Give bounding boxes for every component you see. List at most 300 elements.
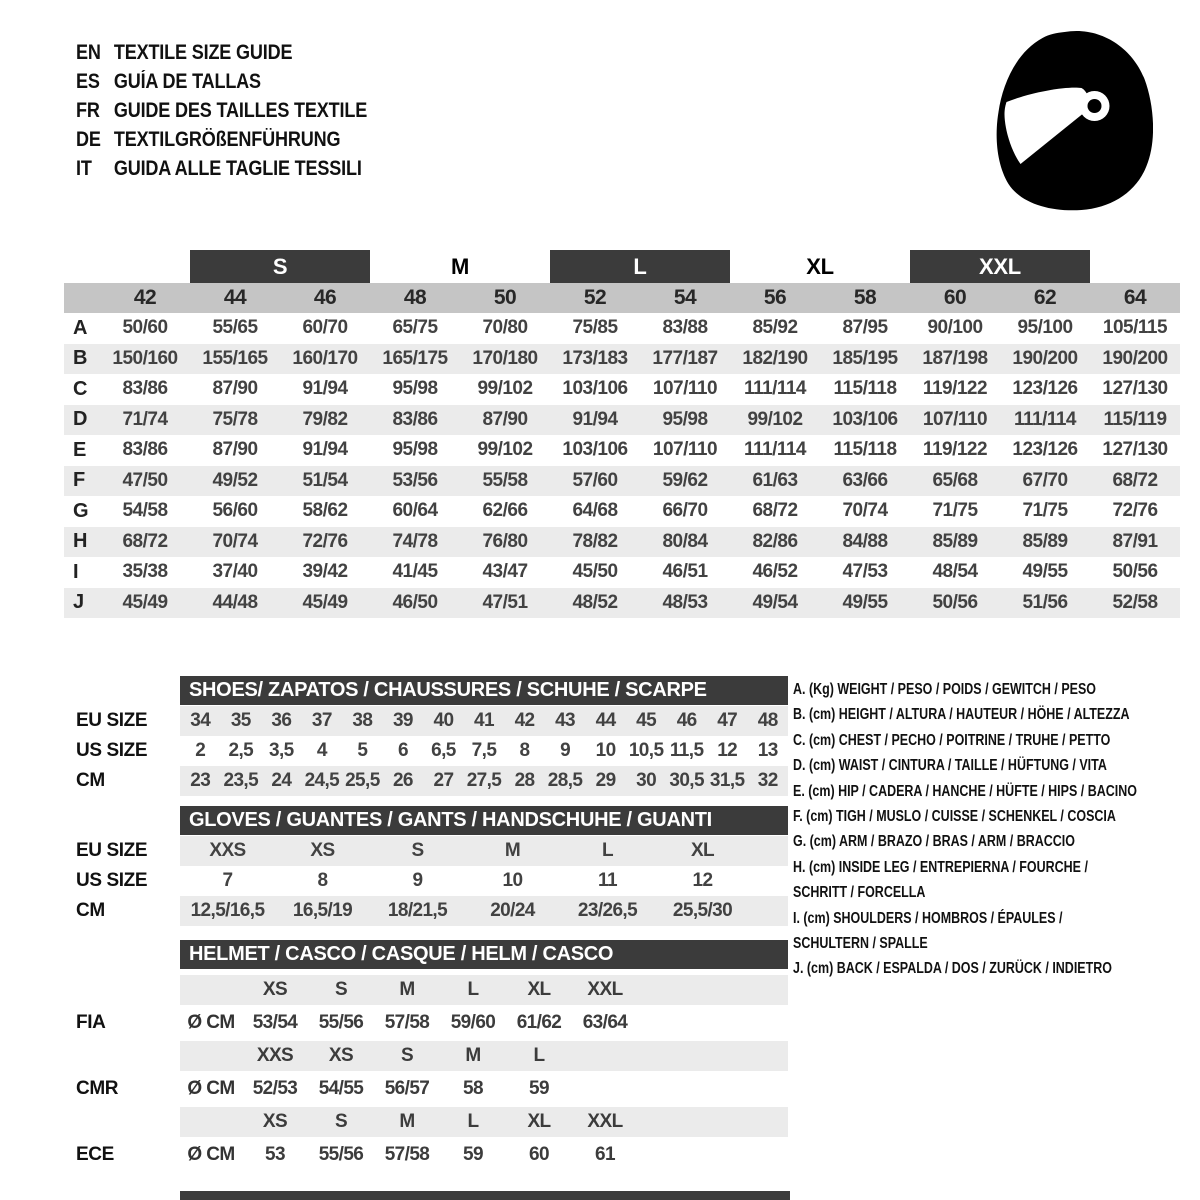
measurement-value: 87/95 [842, 317, 888, 339]
measurement-value: 91/94 [572, 408, 618, 430]
measurement-value: 119/122 [922, 439, 988, 461]
size-value: 25,5/30 [672, 900, 733, 921]
size-row [76, 736, 788, 766]
size-value: 30,5 [669, 770, 704, 791]
measurement-value: 190/200 [1012, 347, 1078, 369]
size-value: 18/21,5 [387, 900, 448, 921]
size-value: 16,5/19 [292, 900, 353, 921]
helmet-size-label: L [467, 979, 479, 1000]
row-label: US SIZE [76, 870, 148, 891]
size-number: 52 [583, 286, 607, 309]
helmet-size-label: XS [328, 1045, 354, 1066]
size-value: 9 [560, 740, 571, 761]
measurement-value: 87/90 [482, 408, 528, 430]
language-code: FR [76, 98, 100, 122]
size-value: 35 [230, 710, 251, 731]
size-value: 24,5 [304, 770, 340, 791]
measurement-value: 51/54 [302, 469, 348, 491]
size-row [76, 836, 788, 866]
helmet-size-label: M [399, 1111, 415, 1132]
helmet-size-label: S [334, 1111, 348, 1132]
language-row [76, 67, 367, 96]
size-value: 42 [514, 710, 535, 731]
row-values [180, 896, 788, 926]
size-number-header [64, 283, 1180, 313]
measurement-value: 78/82 [572, 530, 618, 552]
size-value: 13 [757, 740, 778, 761]
row-letter: D [73, 408, 88, 431]
measurement-value: 51/56 [1022, 591, 1068, 613]
size-value: 44 [595, 710, 616, 731]
measurement-value: 115/119 [1103, 408, 1167, 430]
measurement-value: 90/100 [927, 317, 983, 339]
row-label [76, 1107, 180, 1137]
size-value: 7 [222, 870, 233, 891]
row-letter: A [73, 316, 88, 339]
measurement-value: 50/60 [122, 317, 168, 339]
measurement-value: 103/106 [832, 408, 898, 430]
measurement-row [64, 435, 1180, 466]
measurement-row [64, 405, 1180, 436]
language-code: DE [76, 127, 101, 151]
language-row [76, 96, 367, 125]
size-value: 12 [717, 740, 738, 761]
main-table-body [64, 313, 1180, 618]
measurement-value: 52/58 [1112, 591, 1158, 613]
measurement-value: 84/88 [842, 530, 888, 552]
measurement-value: 47/51 [482, 591, 528, 613]
measurement-value: 190/200 [1102, 347, 1168, 369]
helmet-table [76, 940, 788, 1170]
size-value: 40 [433, 710, 454, 731]
legend-line: E. (cm) HIP / CADERA / HANCHE / HÜFTE / HIPS / BACINO [793, 782, 1137, 800]
measurement-value: 83/86 [392, 408, 438, 430]
measurement-value: 95/98 [662, 408, 708, 430]
measurement-value: 85/89 [1022, 530, 1068, 552]
language-row [76, 38, 367, 67]
helmet-rows [76, 975, 788, 1170]
size-value: 3,5 [269, 740, 294, 761]
measurement-value: 53/56 [392, 469, 438, 491]
measurement-value: 82/86 [752, 530, 798, 552]
size-value: 6,5 [431, 740, 456, 761]
helmet-size-label: XXS [256, 1045, 294, 1066]
size-value: 11 [598, 870, 617, 891]
measurement-value: 48/53 [662, 591, 708, 613]
measurement-value: 99/102 [477, 439, 533, 461]
measurement-value: 71/74 [122, 408, 168, 430]
language-code: IT [76, 156, 92, 180]
measurement-value: 65/75 [392, 317, 438, 339]
helmet-value: 52/53 [252, 1078, 298, 1099]
guide-title: GUIDA ALLE TAGLIE TESSILI [113, 156, 362, 180]
size-band-xl: XL [806, 253, 834, 279]
measurement-value: 87/90 [212, 378, 258, 400]
row-label: CM [76, 900, 105, 921]
measurement-value: 107/110 [922, 408, 988, 430]
size-number: 56 [763, 286, 787, 309]
guide-title: GUIDE DES TAILLES TEXTILE [113, 98, 368, 122]
measurement-value: 46/51 [662, 561, 708, 583]
measurement-value: 165/175 [382, 347, 448, 369]
legend-line: SCHULTERN / SPALLE [793, 935, 928, 953]
measurement-value: 64/68 [572, 500, 618, 522]
measurement-value: 60/70 [302, 317, 348, 339]
measurement-row [64, 557, 1180, 588]
measurement-value: 95/100 [1017, 317, 1073, 339]
row-values [180, 1107, 788, 1137]
measurement-value: 87/91 [1112, 530, 1158, 552]
size-value: 8 [519, 740, 530, 761]
size-value: 30 [636, 770, 657, 791]
measurement-value: 170/180 [472, 347, 538, 369]
size-number: 50 [493, 286, 517, 309]
corner-cell [64, 283, 100, 313]
row-values [180, 1041, 788, 1071]
measurement-row [64, 344, 1180, 375]
helmet-size-label: XS [262, 1111, 288, 1132]
size-value: 36 [271, 710, 292, 731]
measurement-value: 111/114 [1013, 408, 1077, 430]
size-value: 23,5 [223, 770, 259, 791]
size-number: 64 [1123, 286, 1147, 309]
size-value: 45 [636, 710, 657, 731]
unit-spacer [180, 1041, 242, 1071]
size-band-xxl: XXL [910, 250, 1090, 283]
size-band-l: L [550, 250, 730, 283]
legend-line: SCHRITT / FORCELLA [793, 884, 926, 902]
size-value: 29 [595, 770, 616, 791]
language-row [76, 125, 367, 154]
racing-helmet-icon [975, 24, 1153, 214]
measurement-value: 80/84 [662, 530, 708, 552]
helmet-size-label: M [465, 1045, 481, 1066]
garment-size-table [64, 250, 1180, 618]
diameter-unit: Ø CM [187, 1012, 235, 1033]
size-band-row [64, 250, 1180, 283]
helmet-size-row [76, 975, 788, 1005]
size-value: 2,5 [228, 740, 254, 761]
standard-label: ECE [76, 1144, 114, 1165]
helmet-value: 55/56 [318, 1012, 364, 1033]
measurement-row [64, 313, 1180, 344]
measurement-value: 155/165 [202, 347, 268, 369]
size-value: 23 [190, 770, 211, 791]
measurement-value: 95/98 [392, 378, 438, 400]
measurement-value: 75/85 [572, 317, 618, 339]
helmet-size-label: S [334, 979, 348, 1000]
size-value: XS [310, 840, 335, 861]
measurement-value: 75/78 [212, 408, 258, 430]
measurement-value: 46/50 [392, 591, 438, 613]
size-value: 38 [352, 710, 373, 731]
size-value: M [504, 840, 521, 861]
legend-line: H. (cm) INSIDE LEG / ENTREPIERNA / FOURCHE / [793, 858, 1088, 876]
size-value: 23/26,5 [577, 900, 638, 921]
measurement-value: 56/60 [212, 500, 258, 522]
measurement-value: 76/80 [482, 530, 528, 552]
helmet-size-label: M [399, 979, 415, 1000]
size-value: 48 [757, 710, 778, 731]
measurement-value: 91/94 [302, 439, 348, 461]
measurement-value: 123/126 [1012, 439, 1078, 461]
helmet-value: 60 [529, 1144, 549, 1165]
helmet-size-row [76, 1041, 788, 1071]
size-band-s: S [190, 250, 370, 283]
helmet-value-row [76, 1140, 788, 1170]
measurement-value: 45/49 [122, 591, 168, 613]
row-letter: J [73, 591, 85, 614]
helmet-value: 54/55 [318, 1078, 364, 1099]
row-values [180, 1008, 788, 1038]
language-row [76, 154, 367, 183]
helmet-value: 53/54 [252, 1012, 298, 1033]
measurement-row [64, 527, 1180, 558]
legend-line: G. (cm) ARM / BRAZO / BRAS / ARM / BRACCIO [793, 833, 1075, 851]
measurement-row [64, 496, 1180, 527]
size-value: 47 [717, 710, 738, 731]
size-value: 26 [392, 770, 413, 791]
legend-line: C. (cm) CHEST / PECHO / POITRINE / TRUHE / PETTO [793, 731, 1111, 749]
measurement-value: 95/98 [392, 439, 438, 461]
measurement-value: 49/55 [842, 591, 888, 613]
row-values [180, 866, 788, 896]
size-value: XL [690, 840, 715, 861]
measurement-value: 44/48 [212, 591, 258, 613]
size-value: 25,5 [345, 770, 380, 791]
diameter-unit: Ø CM [187, 1078, 235, 1099]
helmet-size-label: XXL [587, 1111, 623, 1132]
measurement-value: 50/56 [932, 591, 978, 613]
row-label: US SIZE [76, 740, 148, 761]
size-value: 46 [676, 710, 697, 731]
measurement-value: 67/70 [1022, 469, 1068, 491]
size-value: S [411, 840, 424, 861]
row-label [76, 1041, 180, 1071]
measurement-value: 68/72 [1112, 469, 1158, 491]
measurement-value: 54/58 [122, 500, 168, 522]
measurement-value: 65/68 [932, 469, 978, 491]
measurement-value: 71/75 [1022, 500, 1068, 522]
row-letter: C [73, 377, 88, 400]
legend-line: D. (cm) WAIST / CINTURA / TAILLE / HÜFTUNG / VITA [793, 757, 1107, 775]
size-value: 10 [595, 740, 616, 761]
size-number: 46 [313, 286, 337, 309]
size-number: 48 [403, 286, 427, 309]
measurement-value: 47/53 [842, 561, 888, 583]
measurement-value: 177/187 [652, 347, 718, 369]
diameter-unit: Ø CM [187, 1144, 235, 1165]
size-value: 5 [357, 740, 368, 761]
measurement-value: 45/49 [302, 591, 348, 613]
size-band-m: M [450, 253, 470, 279]
measurement-value: 60/64 [392, 500, 438, 522]
size-number: 44 [223, 286, 247, 309]
measurement-value: 45/50 [572, 561, 618, 583]
measurement-legend [793, 677, 1195, 982]
measurement-value: 70/74 [212, 530, 258, 552]
guide-title: TEXTILE SIZE GUIDE [113, 40, 293, 64]
measurement-value: 115/118 [833, 378, 897, 400]
size-value: 34 [190, 710, 211, 731]
row-values [180, 1140, 788, 1170]
row-values [180, 736, 788, 766]
measurement-value: 70/74 [842, 500, 888, 522]
measurement-value: 68/72 [752, 500, 798, 522]
size-value: 10,5 [628, 740, 664, 761]
measurement-value: 115/118 [833, 439, 897, 461]
size-value: 31,5 [709, 770, 745, 791]
size-value: 12 [692, 870, 713, 891]
measurement-value: 55/58 [482, 469, 528, 491]
size-value: 9 [412, 870, 423, 891]
helmet-size-label: XXL [587, 979, 623, 1000]
helmet-size-label: XL [527, 979, 551, 1000]
legend-line: F. (cm) TIGH / MUSLO / CUISSE / SCHENKEL / COSCIA [793, 808, 1116, 826]
measurement-value: 150/160 [112, 347, 178, 369]
measurement-value: 111/114 [743, 439, 807, 461]
helmet-value-row [76, 1074, 788, 1104]
measurement-value: 71/75 [932, 500, 978, 522]
shoes-table [76, 676, 788, 796]
measurement-value: 41/45 [392, 561, 438, 583]
measurement-value: 119/122 [922, 378, 988, 400]
row-values [180, 766, 788, 796]
measurement-value: 83/86 [122, 378, 168, 400]
helmet-value: 59 [463, 1144, 483, 1165]
row-label: EU SIZE [76, 840, 148, 861]
size-value: 7,5 [471, 740, 497, 761]
helmet-value: 61 [595, 1144, 615, 1165]
size-number: 62 [1033, 286, 1057, 309]
measurement-value: 103/106 [562, 439, 628, 461]
measurement-value: 107/110 [652, 378, 718, 400]
shoes-rows [76, 706, 788, 796]
measurement-value: 83/86 [122, 439, 168, 461]
row-letter: B [73, 347, 88, 370]
size-value: 43 [555, 710, 576, 731]
legend-line: A. (Kg) WEIGHT / PESO / POIDS / GEWITCH / PESO [793, 681, 1097, 698]
measurement-value: 43/47 [482, 561, 528, 583]
helmet-size-label: XS [262, 979, 288, 1000]
row-letter: H [73, 530, 88, 553]
measurement-row [64, 588, 1180, 619]
guide-title: TEXTILGRÖßENFÜHRUNG [113, 127, 341, 151]
size-number: 58 [853, 286, 877, 309]
helmet-size-label: XL [527, 1111, 551, 1132]
size-value: 28 [514, 770, 535, 791]
size-number: 42 [133, 286, 157, 309]
helmet-value: 63/64 [582, 1012, 628, 1033]
measurement-value: 173/183 [562, 347, 628, 369]
measurement-value: 46/52 [752, 561, 798, 583]
size-value: L [601, 840, 613, 861]
measurement-value: 127/130 [1102, 378, 1168, 400]
measurement-value: 63/66 [842, 469, 888, 491]
standard-label: FIA [76, 1012, 106, 1033]
measurement-value: 160/170 [292, 347, 358, 369]
size-value: 37 [311, 710, 332, 731]
row-label: EU SIZE [76, 710, 148, 731]
size-value: 8 [317, 870, 328, 891]
size-value: 4 [316, 740, 327, 761]
size-value: 28,5 [547, 770, 583, 791]
helmet-value: 57/58 [384, 1012, 430, 1033]
measurement-value: 99/102 [747, 408, 803, 430]
measurement-value: 70/80 [482, 317, 528, 339]
measurement-value: 55/65 [212, 317, 258, 339]
helmet-size-label: S [400, 1045, 414, 1066]
helmet-value: 58 [463, 1078, 483, 1099]
measurement-value: 58/62 [302, 500, 348, 522]
size-value: 41 [474, 710, 494, 731]
measurement-value: 72/76 [302, 530, 348, 552]
legend-line: B. (cm) HEIGHT / ALTURA / HAUTEUR / HÖHE / ALTEZZA [793, 706, 1130, 724]
measurement-value: 48/52 [572, 591, 618, 613]
measurement-value: 49/52 [212, 469, 258, 491]
row-values [180, 706, 788, 736]
measurement-value: 61/63 [752, 469, 798, 491]
measurement-value: 107/110 [652, 439, 718, 461]
size-value: 27 [433, 770, 454, 791]
measurement-value: 91/94 [302, 378, 348, 400]
size-value: 20/24 [490, 900, 535, 921]
gloves-rows [76, 836, 788, 926]
cutoff-header-bar [180, 1191, 790, 1200]
row-values [180, 975, 788, 1005]
measurement-value: 187/198 [922, 347, 988, 369]
size-number: 54 [673, 286, 697, 309]
helmet-value: 53 [265, 1144, 285, 1165]
measurement-value: 87/90 [212, 439, 258, 461]
helmet-size-row [76, 1107, 788, 1137]
measurement-value: 72/76 [1112, 500, 1158, 522]
gloves-table [76, 806, 788, 926]
helmet-table-title: HELMET / CASCO / CASQUE / HELM / CASCO [180, 940, 788, 969]
helmet-size-label: L [533, 1045, 545, 1066]
helmet-value: 59 [529, 1078, 549, 1099]
helmet-size-label: L [467, 1111, 479, 1132]
measurement-row [64, 466, 1180, 497]
shoes-table-title: SHOES/ ZAPATOS / CHAUSSURES / SCHUHE / SCARPE [180, 676, 788, 705]
measurement-value: 111/114 [743, 378, 807, 400]
size-value: 11,5 [669, 740, 704, 761]
language-code: EN [76, 40, 101, 64]
row-values [180, 836, 788, 866]
helmet-value: 57/58 [384, 1144, 430, 1165]
unit-spacer [180, 1107, 242, 1137]
measurement-value: 123/126 [1012, 378, 1078, 400]
measurement-value: 74/78 [392, 530, 438, 552]
size-value: 6 [397, 740, 408, 761]
language-title-list [76, 38, 414, 183]
measurement-value: 68/72 [122, 530, 168, 552]
gloves-table-title: GLOVES / GUANTES / GANTS / HANDSCHUHE / GUANTI [180, 806, 788, 835]
guide-title: GUÍA DE TALLAS [113, 69, 261, 93]
size-row [76, 706, 788, 736]
helmet-value: 61/62 [516, 1012, 562, 1033]
measurement-value: 47/50 [122, 469, 168, 491]
measurement-value: 185/195 [832, 347, 898, 369]
measurement-value: 39/42 [302, 561, 348, 583]
helmet-value: 59/60 [450, 1012, 496, 1033]
measurement-value: 99/102 [477, 378, 533, 400]
row-letter: G [73, 499, 89, 522]
measurement-value: 49/54 [752, 591, 798, 613]
measurement-value: 35/38 [122, 561, 168, 583]
row-values [180, 1074, 788, 1104]
row-letter: I [73, 560, 79, 583]
